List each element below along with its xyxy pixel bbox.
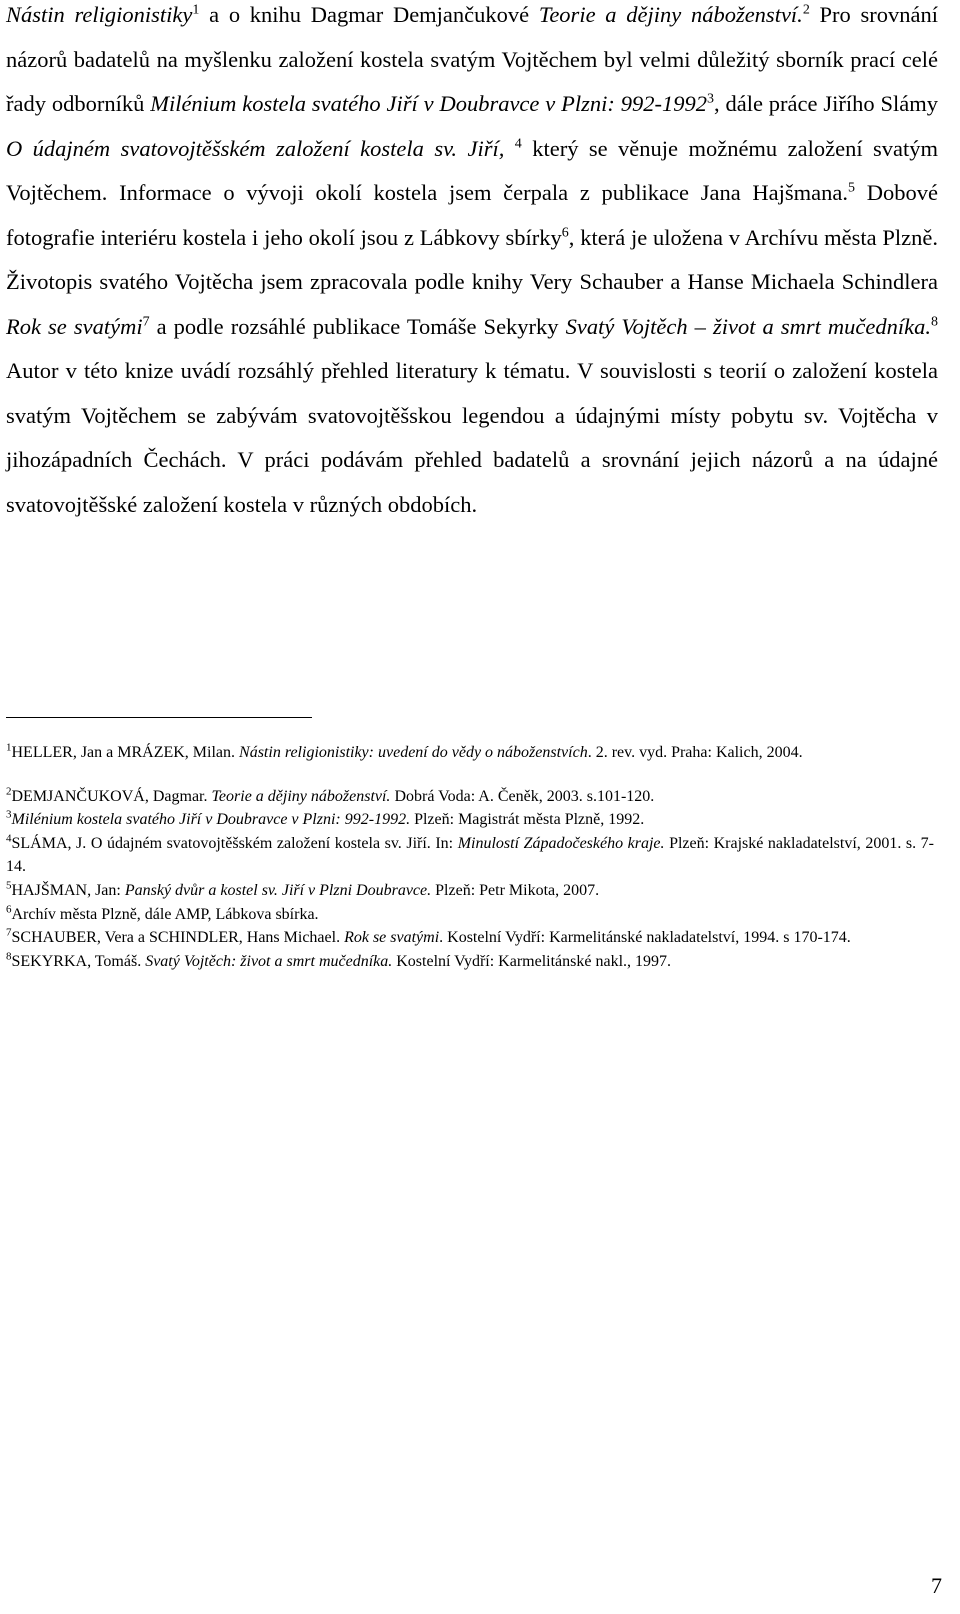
footnote-text: Kostelní Vydří: Karmelitánské nakl., 1997. [392, 952, 672, 970]
footnote-text: SCHAUBER, Vera a SCHINDLER, Hans Michael. [11, 929, 345, 947]
footnote-text: . 2. rev. vyd. Praha: Kalich, 2004. [587, 744, 803, 761]
footnote-8 [6, 950, 934, 974]
footnote-4 [6, 832, 934, 879]
footnote-number: 8 [6, 950, 12, 963]
footnote-text: . Kostelní Vydří: Karmelitánské nakladatelství, 1994. s 170-174. [439, 929, 851, 947]
footnote-ref[interactable]: 8 [931, 314, 938, 329]
footnote-6 [6, 903, 934, 927]
footnote-title: Panský dvůr a kostel sv. Jiří v Plzni Doubravce. [124, 881, 432, 899]
footnote-text: Plzeň: Krajské nakladatelství, 2001. s. 7-14. [6, 834, 934, 876]
footnote-text: SEKYRKA, Tomáš. [11, 952, 146, 970]
footnote-ref[interactable]: 1 [192, 2, 200, 18]
footnote-ref[interactable]: 4 [514, 136, 522, 151]
footnote-title: Svatý Vojtěch: život a smrt mučedníka. [145, 952, 393, 970]
body-text-span: , která je uložena v Archívu města Plzně. Životopis svatého Vojtěcha jsem zpracovala podle knihy Very Schauber a Hanse Michaela Schindlera [6, 224, 938, 294]
body-paragraph [6, 0, 938, 527]
footnote-text: DEMJANČUKOVÁ, Dagmar. [11, 787, 212, 805]
body-text-span: a o knihu Dagmar Demjančukové [199, 2, 539, 27]
footnote-number: 1 [6, 741, 12, 754]
footnote-3 [6, 808, 934, 832]
footnote-1 [6, 741, 934, 765]
footnote-2 [6, 785, 934, 809]
footnote-number: 2 [6, 785, 12, 798]
body-text-span: který se věnuje možnému založení svatým Vojtěchem. Informace o vývoji okolí kostela jsem čerpala z publikace Jana Hajšmana. [6, 135, 938, 205]
footnote-title: Nástin religionistiky: uvedení do vědy o náboženstvích [239, 744, 588, 761]
footnote-title: Teorie a dějiny náboženství. [211, 787, 391, 805]
body-italic-text: Milénium kostela svatého Jiří v Doubravce v Plzni: 992-1992 [150, 91, 707, 116]
footnote-title: Rok se svatými [344, 929, 440, 947]
footnote-5 [6, 879, 934, 903]
footnotes-section [6, 741, 934, 973]
footnote-7 [6, 926, 934, 950]
footnote-number: 4 [6, 832, 12, 845]
footnote-number: 7 [6, 926, 12, 939]
body-text-span: , dále práce Jiřího Slámy [713, 91, 938, 116]
body-italic-text: Rok se svatými [6, 313, 143, 339]
footnote-text: Plzeň: Magistrát města Plzně, 1992. [410, 811, 645, 829]
body-italic-text: Teorie a dějiny náboženství. [538, 2, 803, 27]
footnote-title: Milénium kostela svatého Jiří v Doubravce v Plzni: 992-1992. [11, 811, 411, 829]
body-text-span: Pro srovnání názorů badatelů na myšlenku založení kostela svatým Vojtěchem byl velmi důležitý sborník prací celé řady odborníků [6, 2, 938, 116]
body-text-span: a podle rozsáhlé publikace Tomáše Sekyrky [149, 313, 566, 339]
footnote-text: HAJŠMAN, Jan: [11, 881, 125, 899]
footnote-ref[interactable]: 6 [561, 225, 569, 240]
footnote-text: HELLER, Jan a MRÁZEK, Milan. [11, 744, 240, 761]
footnote-title: Minulostí Západočeského kraje. [457, 834, 665, 852]
footnote-number: 6 [6, 903, 12, 916]
footnote-ref[interactable]: 7 [142, 314, 150, 329]
footnote-ref[interactable]: 5 [848, 180, 856, 196]
footnote-ref[interactable]: 2 [802, 2, 810, 18]
body-text-span: Autor v této knize uvádí rozsáhlý přehled literatury k tématu. V souvislosti s teorií o založení kostela svatým Vojtěchem se zabývám svatovojtěšskou legendou a údajnými místy pobytu sv. Vojtěcha v jihozápadních Čechách. V práci podávám přehled badatelů a srovnání jejich názorů a na údajné svatovojtěšské založení kostela v různých obdobích. [6, 358, 938, 517]
footnote-number: 5 [6, 879, 12, 892]
body-italic-text: Svatý Vojtěch – život a smrt mučedníka. [565, 313, 931, 339]
footnote-number: 3 [6, 808, 12, 821]
body-italic-text: O údajném svatovojtěšském založení kostela sv. Jiří, [6, 135, 505, 161]
page-number: 7 [931, 1573, 942, 1598]
footnote-text: Dobrá Voda: A. Čeněk, 2003. s.101-120. [390, 787, 655, 805]
body-text-span: Dobové fotografie interiéru kostela i jeho okolí jsou z Lábkovy sbírky [6, 180, 938, 250]
footnote-separator [6, 717, 312, 718]
footnote-text: Plzeň: Petr Mikota, 2007. [431, 881, 600, 899]
footnote-ref[interactable]: 3 [706, 91, 714, 107]
footnote-text: Archív města Plzně, dále AMP, Lábkova sbírka. [11, 905, 319, 923]
body-italic-text: Nástin religionistiky [6, 2, 193, 27]
footnote-text: SLÁMA, J. O údajném svatovojtěšském založení kostela sv. Jiří. In: [11, 834, 458, 852]
